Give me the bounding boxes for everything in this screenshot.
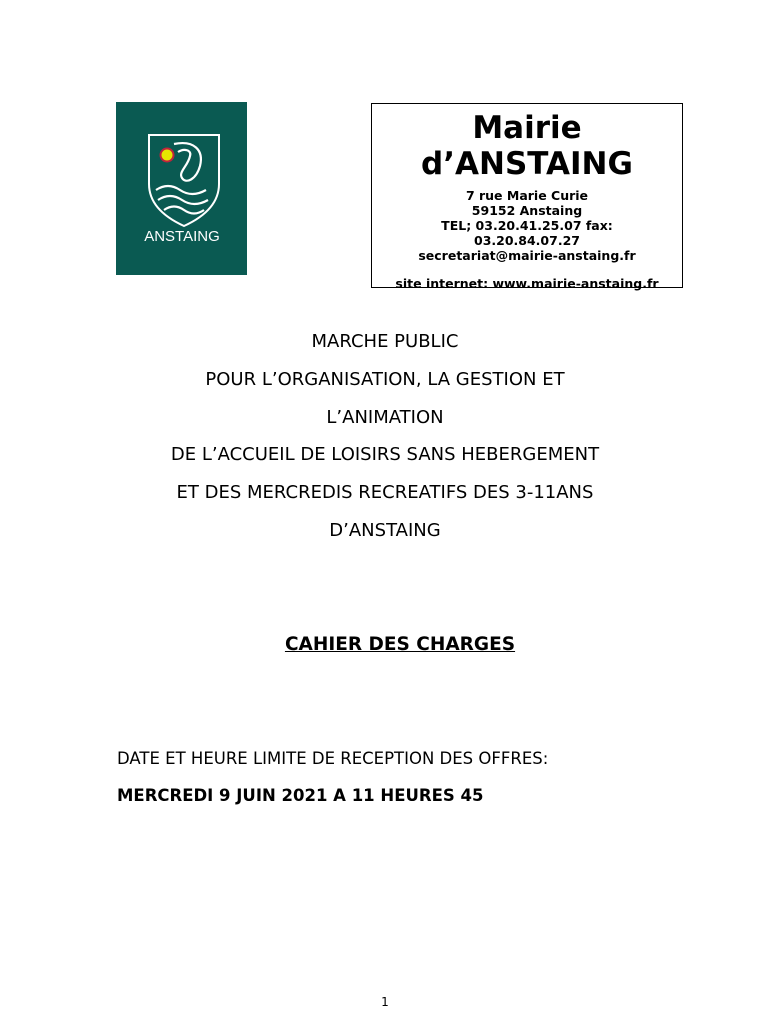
page-number: 1 — [381, 995, 389, 1009]
title-line: DE L’ACCUEIL DE LOISIRS SANS HEBERGEMENT — [170, 444, 600, 466]
title-line: L’ANIMATION — [326, 406, 444, 428]
municipal-crest-icon — [116, 102, 247, 275]
deadline-value: MERCREDI 9 JUIN 2021 A 11 HEURES 45 — [117, 786, 484, 805]
mairie-address — [372, 188, 682, 263]
phone-line: TEL; 03.20.41.25.07 fax: — [441, 218, 613, 233]
address-street: 7 rue Marie Curie — [465, 188, 589, 203]
fax-line: 03.20.84.07.27 — [474, 233, 580, 248]
logo-wordmark: ANSTAING — [144, 228, 220, 245]
email-address[interactable]: secretariat@mairie-anstaing.fr — [418, 248, 636, 263]
address-city: 59152 Anstaing — [471, 203, 583, 218]
title-line: D’ANSTAING — [329, 519, 441, 541]
mairie-title-line2: d’ANSTAING — [421, 146, 633, 182]
title-line: MARCHE PUBLIC — [311, 331, 459, 352]
document-title — [0, 323, 770, 550]
title-line: POUR L’ORGANISATION, LA GESTION ET — [205, 368, 565, 390]
deadline-label: DATE ET HEURE LIMITE DE RECEPTION DES OFFRES: — [117, 749, 549, 768]
mairie-contact-box — [371, 103, 683, 291]
title-line: ET DES MERCREDIS RECREATIFS DES 3-11ANS — [176, 482, 594, 504]
anstaing-logo — [116, 102, 247, 275]
website-line[interactable]: site internet: www.mairie-anstaing.fr — [395, 276, 659, 291]
document-type-heading: CAHIER DES CHARGES — [284, 634, 516, 655]
mairie-title — [372, 110, 682, 182]
mairie-title-line1: Mairie — [472, 110, 582, 146]
